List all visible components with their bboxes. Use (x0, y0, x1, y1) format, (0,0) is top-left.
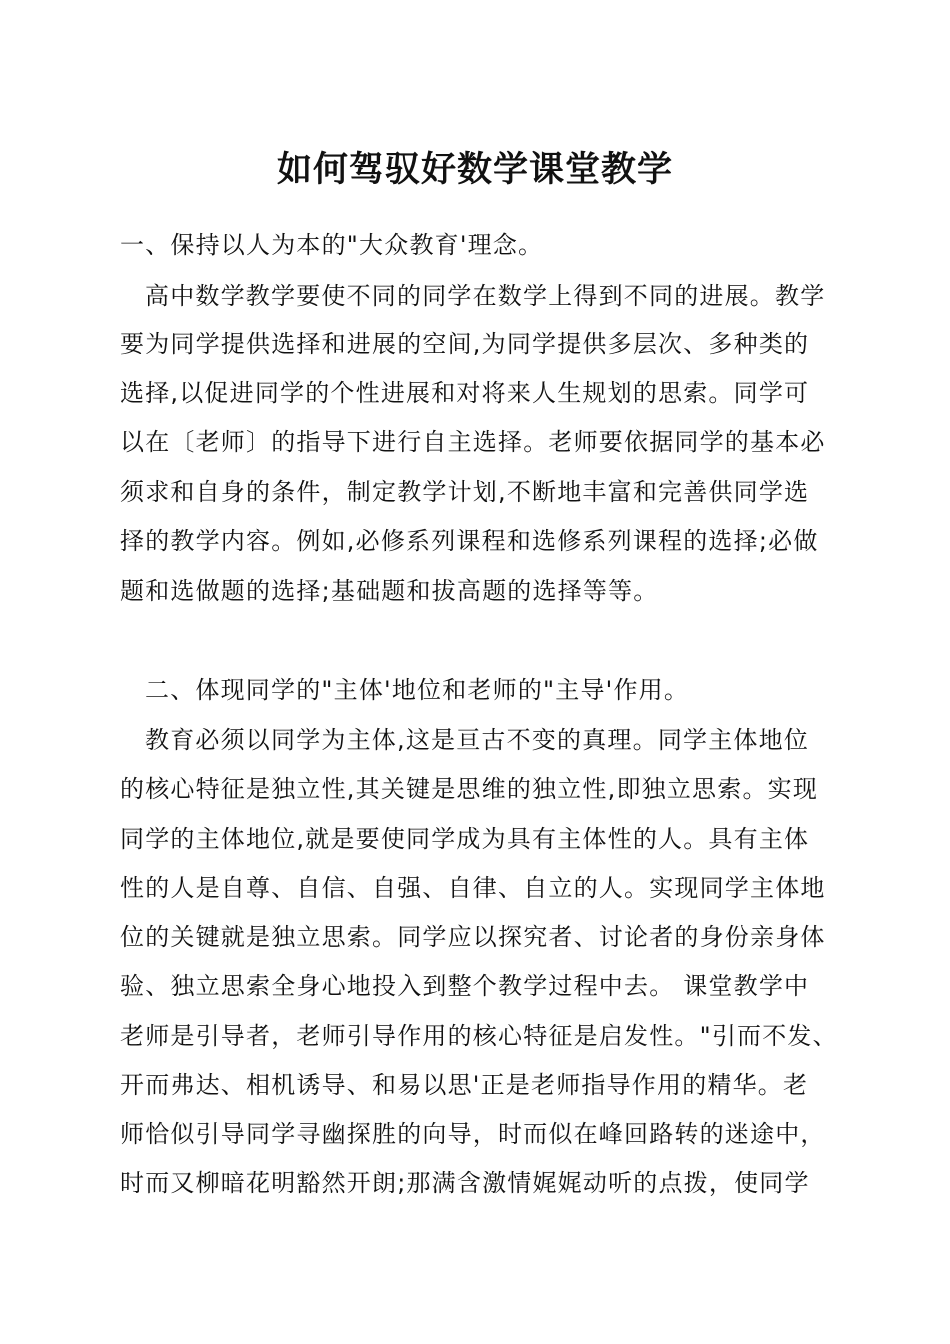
section-2-line: 验、独立思索全身心地投入到整个教学过程中去。 课堂教学中 (120, 972, 810, 1000)
section-2-line: 老师是引导者，老师引导作用的核心特征是启发性。"引而不发、 (120, 1022, 838, 1050)
section-1-line: 要为同学提供选择和进展的空间,为同学提供多层次、多种类的 (120, 330, 810, 358)
section-1-line: 高中数学教学要使不同的同学在数学上得到不同的进展。教学 (145, 282, 826, 310)
section-2-line: 性的人是自尊、自信、自强、自律、自立的人。实现同学主体地 (120, 874, 826, 902)
section-2-line: 同学的主体地位,就是要使同学成为具有主体性的人。具有主体 (120, 825, 810, 853)
section-1-line: 须求和自身的条件，制定教学计划,不断地丰富和完善供同学选 (120, 478, 810, 506)
section-2-line: 位的关键就是独立思索。同学应以探究者、讨论者的身份亲身体 (120, 923, 826, 951)
section-2-heading: 二、体现同学的"主体'地位和老师的"主导'作用。 (145, 676, 690, 704)
section-2-line: 时而又柳暗花明豁然开朗;那满含激情娓娓动听的点拨，使同学 (120, 1169, 810, 1197)
section-2-line: 开而弗达、相机诱导、和易以思'正是老师指导作用的精华。老 (120, 1071, 809, 1099)
section-1-line: 以在〔老师〕的指导下进行自主选择。老师要依据同学的基本必 (120, 428, 826, 456)
document-title: 如何驾驭好数学课堂教学 (276, 149, 673, 190)
section-1-line: 题和选做题的选择;基础题和拔高题的选择等等。 (120, 577, 659, 605)
section-2-line: 教育必须以同学为主体,这是亘古不变的真理。同学主体地位 (145, 726, 810, 754)
section-1-line: 选择,以促进同学的个性进展和对将来人生规划的思索。同学可 (120, 379, 810, 407)
section-1-line: 择的教学内容。例如,必修系列课程和选修系列课程的选择;必做 (120, 527, 819, 555)
section-2-line: 的核心特征是独立性,其关键是思维的独立性,即独立思索。实现 (120, 775, 819, 803)
section-1-heading: 一、保持以人为本的"大众教育'理念。 (120, 231, 544, 259)
section-2-line: 师恰似引导同学寻幽探胜的向导，时而似在峰回路转的迷途中， (120, 1120, 826, 1148)
